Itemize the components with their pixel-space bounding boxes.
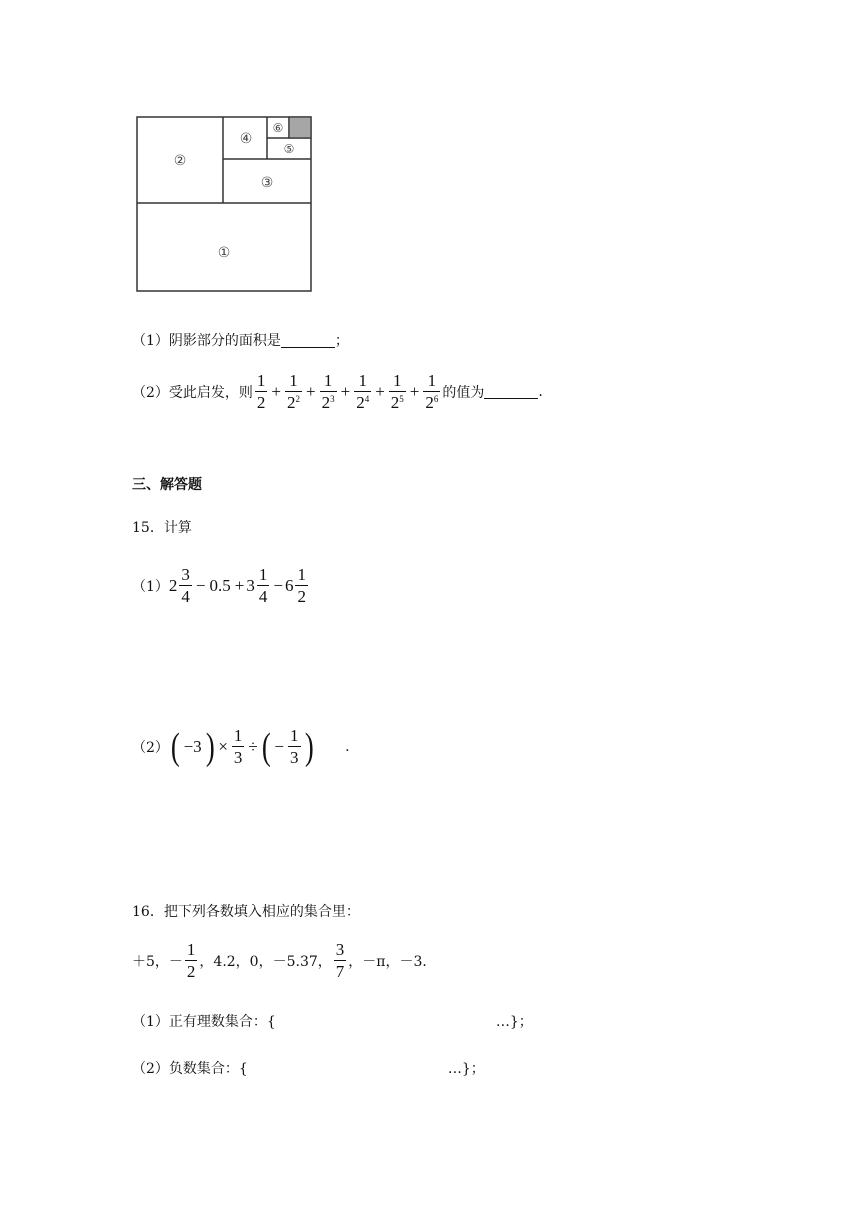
series-term-4: $\frac{1}{2^4}$	[356, 371, 370, 412]
set2-end: …}；	[447, 1061, 485, 1077]
minus-sign: −	[273, 575, 283, 595]
fraction-one-third: $\frac{1}{3}$	[233, 726, 243, 767]
q14-part2	[132, 372, 543, 411]
plus-sign: +	[409, 381, 420, 401]
negative-three: −3	[183, 736, 202, 756]
q14-part2-end: .	[538, 383, 543, 400]
series-term-6: $\frac{1}{2^6}$	[425, 371, 439, 412]
series-term-2: $\frac{1}{2^2}$	[287, 371, 301, 412]
q15-part1	[132, 566, 310, 605]
number-three-sevenths: $\frac{3}{7}$	[335, 940, 345, 981]
region-label-2: ②	[173, 153, 187, 169]
set1-label: （1）正有理数集合：{	[132, 1014, 276, 1030]
q16-number-list	[132, 941, 436, 980]
plus-sign: +	[234, 575, 245, 595]
q14-part1-blank[interactable]	[281, 333, 335, 348]
q16-title: 16．把下列各数填入相应的集合里：	[132, 904, 360, 920]
number-neg-half: $\frac{1}{2}$	[186, 940, 196, 981]
decimal-term: 0.5	[209, 575, 231, 595]
left-paren: (	[261, 725, 271, 768]
q16-set1	[132, 1011, 533, 1031]
series-term-1: $\frac{1}{2}$	[256, 371, 266, 412]
q16-set2	[132, 1058, 485, 1078]
region-label-4: ④	[239, 131, 253, 147]
mixed-number-3: 6 $\frac{1}{2}$	[284, 565, 306, 606]
set2-label: （2）负数集合：{	[132, 1061, 248, 1077]
left-paren: (	[170, 725, 180, 768]
region-label-6: ⑥	[272, 121, 284, 135]
plus-sign: +	[375, 381, 385, 401]
q15-part2-label: （2）	[132, 739, 169, 756]
plus-sign: +	[271, 381, 282, 401]
q14-part1-end: ；	[334, 333, 349, 349]
numbers-end: ，－π，－3．	[348, 953, 437, 970]
number-neg-half-sign: －	[168, 953, 183, 970]
set1-end: …}；	[495, 1014, 533, 1030]
series-term-3: $\frac{1}{2^3}$	[321, 371, 335, 412]
q14-part2-prefix: （2）受此启发，则	[132, 384, 253, 401]
plus-sign: +	[306, 381, 316, 401]
region-label-5: ⑤	[283, 142, 295, 156]
divide-sign: ÷	[248, 736, 258, 756]
mixed-number-1: 2 $\frac{3}{4}$	[168, 565, 190, 606]
q14-part2-suffix: 的值为	[442, 384, 485, 401]
right-paren: )	[205, 725, 215, 768]
region-label-1: ①	[217, 245, 231, 261]
q15-title: 15．计算	[132, 520, 192, 536]
q14-part1-text: （1）阴影部分的面积是	[132, 333, 281, 349]
number-plus-five: ＋5，	[132, 953, 169, 970]
q14-part1	[132, 330, 349, 350]
negative-sign: −	[274, 736, 285, 756]
mixed-number-2: 3 $\frac{1}{4}$	[246, 565, 268, 606]
shaded-region	[289, 117, 311, 138]
series-term-5: $\frac{1}{2^5}$	[390, 371, 404, 412]
minus-sign: −	[195, 575, 206, 595]
region-label-3: ③	[260, 175, 274, 191]
section-heading: 三、解答题	[132, 477, 202, 493]
q15-part1-label: （1）	[132, 578, 169, 595]
right-paren: )	[304, 725, 314, 768]
square-division-figure	[130, 110, 320, 300]
times-sign: ×	[218, 736, 228, 756]
numbers-middle: ，4.2，0，－5.37，	[199, 953, 332, 970]
q14-part2-blank[interactable]	[484, 384, 538, 399]
plus-sign: +	[340, 381, 351, 401]
q15-part2	[132, 727, 350, 766]
q15-part2-end: .	[345, 738, 350, 755]
fraction-negative-one-third: $\frac{1}{3}$	[290, 726, 299, 767]
